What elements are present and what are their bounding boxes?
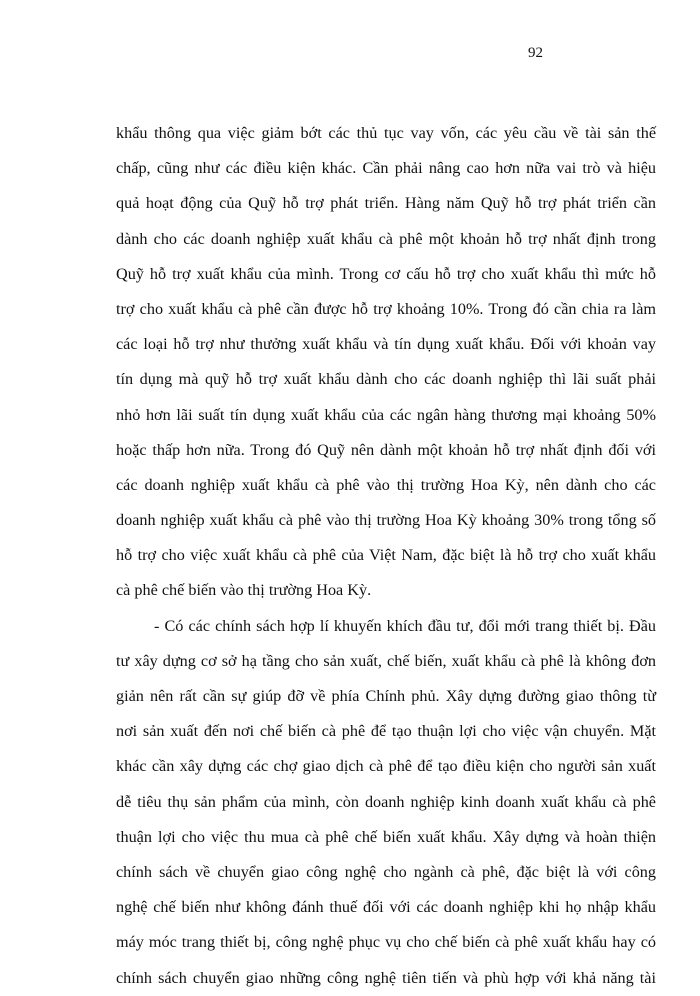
text-line: hoặc thấp hơn nữa. Trong đó Quỹ nên dành một khoản hỗ trợ nhất định đối với <box>116 440 656 459</box>
text-line: các doanh nghiệp xuất khẩu cà phê vào thị trường Hoa Kỳ, nên dành cho các <box>116 475 656 494</box>
text-line: thuận lợi cho việc thu mua cà phê chế biến xuất khẩu. Xây dựng và hoàn thiện <box>116 827 656 846</box>
text-line: nghệ chế biến như không đánh thuế đối với các doanh nghiệp khi họ nhập khẩu <box>116 898 656 917</box>
text-line: chấp, cũng như các điều kiện khác. Cần phải nâng cao hơn nữa vai trò và hiệu <box>116 159 656 178</box>
text-line: doanh nghiệp xuất khẩu cà phê vào thị trường Hoa Kỳ khoảng 30% trong tổng số <box>116 511 656 530</box>
text-line: các loại hỗ trợ như thưởng xuất khẩu và tín dụng xuất khẩu. Đối với khoản vay <box>116 335 656 354</box>
text-line: dễ tiêu thụ sản phẩm của mình, còn doanh nghiệp kinh doanh xuất khẩu cà phê <box>116 792 656 811</box>
text-line: dành cho các doanh nghiệp xuất khẩu cà phê một khoản hỗ trợ nhất định trong <box>116 229 656 248</box>
text-line: Quỹ hỗ trợ xuất khẩu của mình. Trong cơ cấu hỗ trợ cho xuất khẩu thì mức hỗ <box>116 264 656 283</box>
text-line: khẩu thông qua việc giảm bớt các thủ tục vay vốn, các yêu cầu về tài sản thế <box>116 124 656 142</box>
text-line: trợ cho xuất khẩu cà phê cần được hỗ trợ khoảng 10%. Trong đó cần chia ra làm <box>116 299 656 318</box>
text-line: cà phê chế biến vào thị trường Hoa Kỳ. <box>116 581 372 600</box>
text-line: chính sách chuyển giao những công nghệ tiên tiến và phù hợp với khả năng tài <box>116 968 656 987</box>
text-line: chính sách về chuyển giao công nghệ cho ngành cà phê, đặc biệt là với công <box>116 862 656 881</box>
text-line: hỗ trợ cho việc xuất khẩu cà phê của Việt Nam, đặc biệt là hỗ trợ cho xuất khẩu <box>116 546 656 565</box>
paragraph <box>116 609 656 996</box>
text-line: nơi sản xuất đến nơi chế biến cà phê để tạo thuận lợi cho việc vận chuyển. Mặt <box>116 722 656 741</box>
text-line: tín dụng mà quỹ hỗ trợ xuất khẩu dành cho các doanh nghiệp thì lãi suất phải <box>116 370 656 389</box>
text-line: tư xây dựng cơ sở hạ tầng cho sản xuất, chế biến, xuất khẩu cà phê là không đơn <box>116 651 656 670</box>
page-number: 92 <box>528 45 543 61</box>
body-text <box>116 116 656 996</box>
text-line: giản nên rất cần sự giúp đỡ về phía Chính phủ. Xây dựng đường giao thông từ <box>116 687 656 705</box>
text-line: - Có các chính sách hợp lí khuyến khích đầu tư, đổi mới trang thiết bị. Đầu <box>154 616 656 635</box>
paragraph <box>116 116 656 609</box>
text-line: quả hoạt động của Quỹ hỗ trợ phát triển. Hàng năm Quỹ hỗ trợ phát triển cần <box>116 194 656 213</box>
text-line: khác cần xây dựng các chợ giao dịch cà phê để tạo điều kiện cho người sản xuất <box>116 757 656 776</box>
text-line: nhỏ hơn lãi suất tín dụng xuất khẩu của các ngân hàng thương mại khoảng 50% <box>116 405 656 424</box>
text-line: máy móc trang thiết bị, công nghệ phục vụ cho chế biến cà phê xuất khẩu hay có <box>116 933 656 952</box>
